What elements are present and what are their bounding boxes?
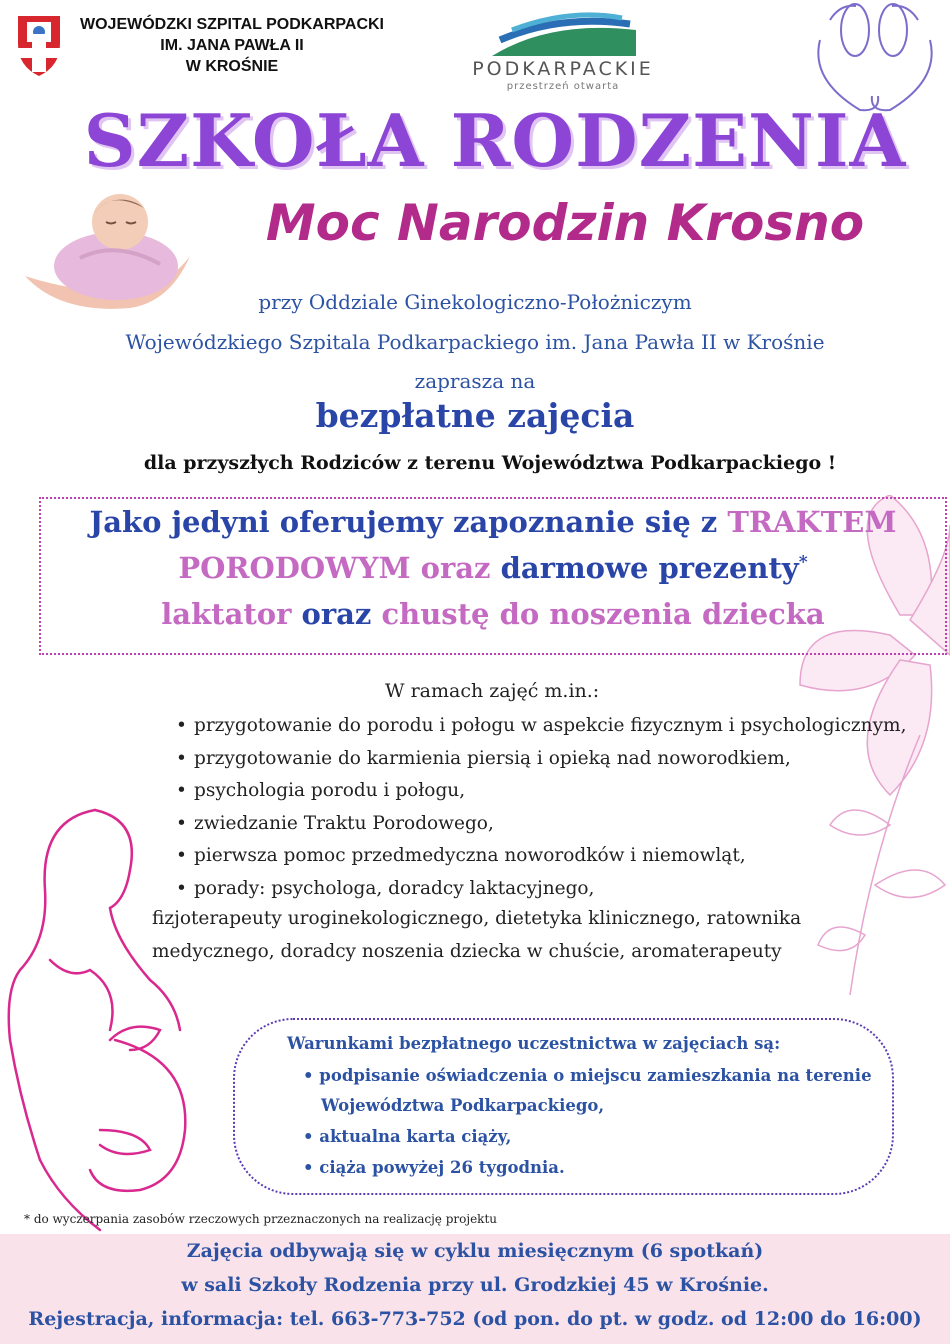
offer-line1-a: Jako jedyni oferujemy zapoznanie się z — [89, 505, 728, 539]
conditions-box — [233, 1018, 894, 1195]
offer-line1 — [41, 505, 945, 539]
footer-line1: Zajęcia odbywają się w cyklu miesięcznym (6 spotkań) — [186, 1240, 764, 1262]
conditions-item-1-a: podpisanie oświadczenia o miejscu zamieszkania na terenie — [319, 1066, 872, 1085]
footnote: * do wyczerpania zasobów rzeczowych przeznaczonych na realizację projektu — [24, 1212, 498, 1226]
list-item: • przygotowanie do porodu i połogu w aspekcie fizycznym i psychologicznym, — [176, 711, 906, 744]
page-subtitle: Moc Narodzin Krosno — [265, 194, 865, 252]
podkarpackie-logo-icon — [490, 10, 638, 58]
footer-line2: w sali Szkoły Rodzenia przy ul. Grodzkiej 45 w Krośnie. — [181, 1274, 769, 1296]
list-item: • psychologia porodu i połogu, — [176, 776, 906, 809]
conditions-item-1-b: Województwa Podkarpackiego, — [321, 1096, 605, 1115]
program-continuation-1: fizjoterapeuty uroginekologicznego, dietetyka klinicznego, ratownika — [152, 908, 802, 929]
region-tagline: przestrzeń otwarta — [506, 81, 620, 92]
program-list — [176, 711, 906, 906]
hospital-name-line1: WOJEWÓDZKI SZPITAL PODKARPACKI — [80, 16, 384, 33]
list-item: • porady: psychologa, doradcy laktacyjnego, — [176, 874, 906, 907]
hospital-name-line2: IM. JANA PAWŁA II — [160, 37, 304, 54]
offer-line3-a: laktator — [161, 597, 302, 631]
page-title: SZKOŁA RODZENIA — [83, 98, 907, 183]
offer-line3-c: chustę do noszenia dziecka — [381, 597, 825, 631]
hospital-name — [72, 14, 392, 77]
conditions-item-3-text: ciąża powyżej 26 tygodnia. — [319, 1158, 565, 1177]
program-intro: W ramach zajęć m.in.: — [385, 680, 600, 702]
intro-line3: zaprasza na — [414, 369, 536, 393]
conditions-item-3: • ciąża powyżej 26 tygodnia. — [303, 1158, 565, 1177]
offer-line3-b: oraz — [301, 597, 382, 631]
offer-box — [39, 497, 947, 655]
hospital-name-line3: W KROŚNIE — [185, 58, 279, 75]
footer-line3: Rejestracja, informacja: tel. 663-773-752 (od pon. do pt. w godz. od 12:00 do 16:00) — [28, 1308, 922, 1330]
offer-line1-b: TRAKTEM — [727, 505, 897, 539]
offer-line2-a: PORODOWYM oraz — [178, 551, 501, 585]
offer-line2 — [41, 551, 945, 585]
list-item: • pierwsza pomoc przedmedyczna noworodków i niemowląt, — [176, 841, 906, 874]
intro-line2: Wojewódzkiego Szpitala Podkarpackiego im. Jana Pawła II w Krośnie — [125, 330, 825, 354]
conditions-item-1: • podpisanie oświadczenia o miejscu zamieszkania na terenie — [303, 1066, 872, 1085]
free-classes-heading: bezpłatne zajęcia — [315, 396, 635, 435]
list-item: • przygotowanie do karmienia piersią i opieką nad noworodkiem, — [176, 744, 906, 777]
intro-line1: przy Oddziale Ginekologiczno-Położniczym — [258, 290, 692, 314]
list-item: • zwiedzanie Traktu Porodowego, — [176, 809, 906, 842]
target-audience: dla przyszłych Rodziców z terenu Województwa Podkarpackiego ! — [143, 452, 837, 474]
footer-band — [0, 1234, 950, 1344]
conditions-heading: Warunkami bezpłatnego uczestnictwa w zajęciach są: — [287, 1034, 781, 1053]
region-name: PODKARPACKIE — [472, 58, 654, 80]
program-continuation-2: medycznego, doradcy noszenia dziecka w chuście, aromaterapeuty — [152, 941, 782, 962]
conditions-item-2: • aktualna karta ciąży, — [303, 1127, 512, 1146]
hospital-crest-icon — [14, 14, 64, 80]
offer-line3 — [41, 597, 945, 631]
conditions-item-2-text: aktualna karta ciąży, — [319, 1127, 512, 1146]
offer-footnote-star: * — [798, 552, 808, 573]
offer-line2-b: darmowe prezenty — [500, 551, 799, 585]
